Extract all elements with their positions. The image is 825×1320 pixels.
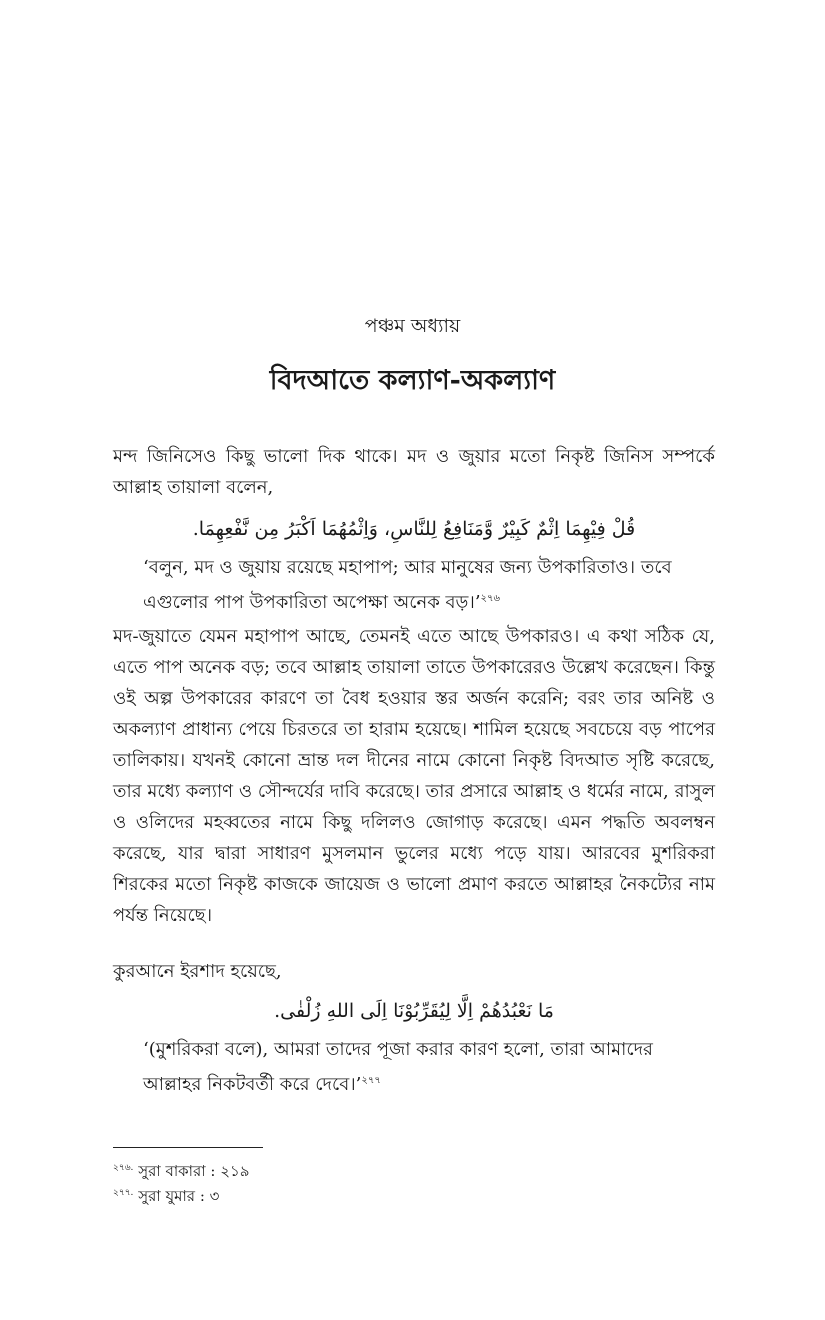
footnote-number: ২৭৬. <box>113 1163 134 1173</box>
footnote-text: সুরা বাকারা : ২১৯ <box>138 1162 250 1180</box>
footnote-277 <box>113 1183 219 1206</box>
verse-2-translation <box>143 1034 703 1100</box>
footnote-276 <box>113 1158 249 1181</box>
footnote-text: সুরা যুমার : ৩ <box>138 1187 220 1205</box>
chapter-label: পঞ্চম অধ্যায় <box>364 315 461 337</box>
verse-1-text: ‘বলুন, মদ ও জুয়ায় রয়েছে মহাপাপ; আর মানুষের জন্য উপকারিতাও। তবে এগুলোর পাপ উপকারিতা অপেক্ষা অনেক বড়।’ <box>143 557 672 613</box>
main-paragraph: মদ-জুয়াতে যেমন মহাপাপ আছে, তেমনই এতে আছে উপকারও। এ কথা সঠিক যে, এতে পাপ অনেক বড়; তবে আল্লাহ তায়ালা তাতে উপকারেরও উল্লেখ করেছেন। কিন্তু ওই অল্প উপকারের কারণে তা বৈধ হওয়ার স্তর অর্জন করেনি; বরং তার অনিষ্ট ও অকল্যাণ প্রাধান্য পেয়ে চিরতরে তা হারাম হয়েছে। শামিল হয়েছে সবচেয়ে বড় পাপের তালিকায়। যখনই কোনো ভ্রান্ত দল দীনের নামে কোনো নিকৃষ্ট বিদআত সৃষ্টি করেছে, তার মধ্যে কল্যাণ ও সৌন্দর্যের দাবি করেছে। তার প্রসারে আল্লাহ ও ধর্মের নামে, রাসুল ও ওলিদের মহব্বতের নামে কিছু দলিলও জোগাড় করেছে। এমন পদ্ধতি অবলম্বন করেছে, যার দ্বারা সাধারণ মুসলমান ভুলের মধ্যে পড়ে যায়। আরবের মুশরিকরা শিরকের মতো নিকৃষ্ট কাজকে জায়েজ ও ভালো প্রমাণ করতে আল্লাহর নৈকট্যের নাম পর্যন্ত নিয়েছে। <box>113 626 715 926</box>
verse-1-translation <box>143 552 703 618</box>
footnote-ref-276: ২৭৬ <box>480 593 501 604</box>
arabic-verse-1: قُلْ فِيْهِمَا اِثْمٌ كَبِيْرٌ وَّمَنَافِعُ لِلنَّاسِ، وَاِثْمُهُمَا اَكْبَرُ مِن نَّفْعِهِمَا. <box>192 518 636 540</box>
intro-paragraph: মন্দ জিনিসেও কিছু ভালো দিক থাকে। মদ ও জুয়ার মতো নিকৃষ্ট জিনিস সম্পর্কে আল্লাহ তায়ালা বলেন, <box>113 446 715 498</box>
footnote-divider <box>113 1147 263 1148</box>
chapter-title: বিদআতে কল্যাণ-অকল্যাণ <box>269 365 556 396</box>
verse-2-text: ‘(মুশরিকরা বলে), আমরা তাদের পূজা করার কারণ হলো, তারা আমাদের আল্লাহর নিকটবর্তী করে দেবে।’ <box>143 1039 653 1095</box>
footnote-ref-277: ২৭৭ <box>361 1075 381 1086</box>
arabic-verse-2: مَا نَعْبُدُهُمْ اِلَّا لِيُقَرِّبُوْنَا اِلَى اللهِ زُلْفٰى. <box>274 1000 554 1022</box>
intro-paragraph-2: কুরআনে ইরশাদ হয়েছে, <box>113 961 282 982</box>
footnote-number: ২৭৭. <box>113 1188 134 1198</box>
